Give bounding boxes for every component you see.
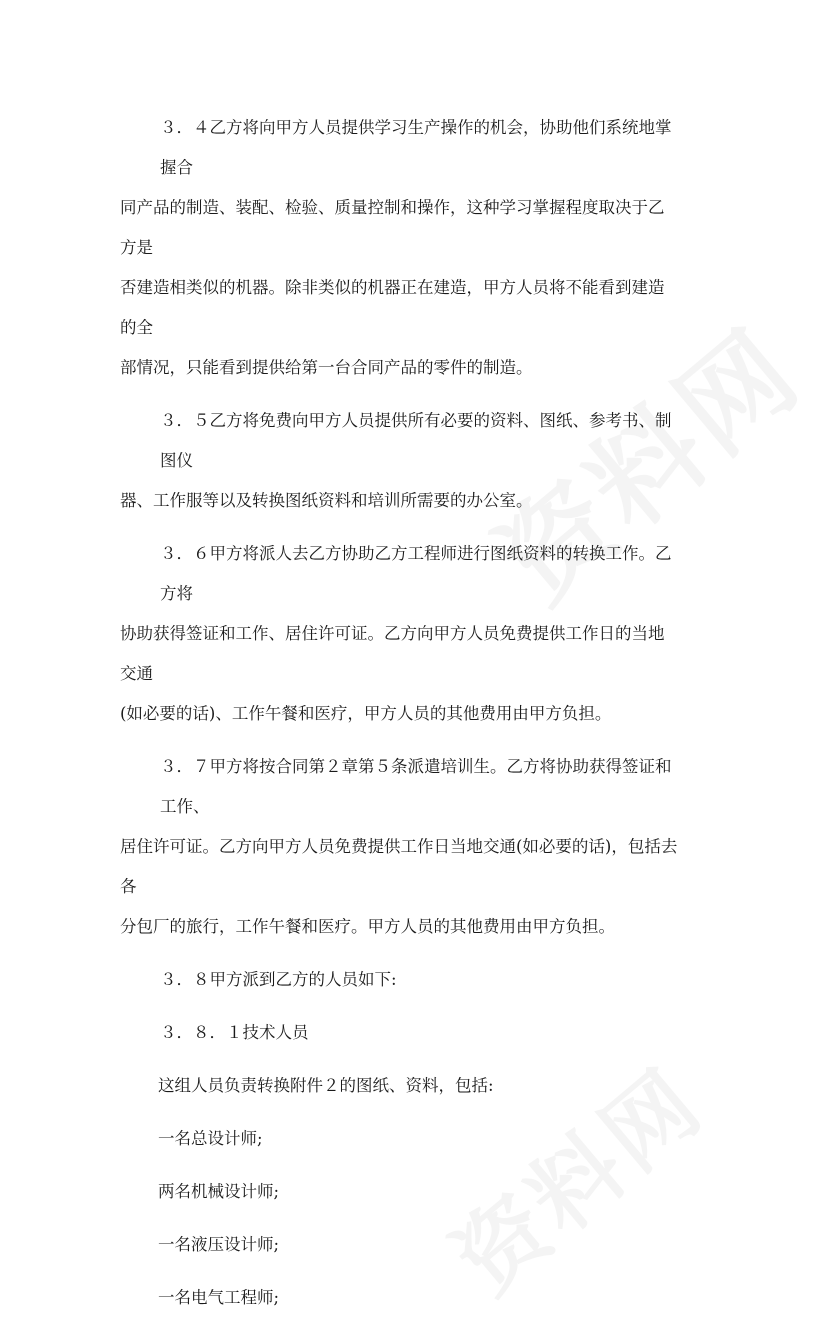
text-line: ３．６甲方将派人去乙方协助乙方工程师进行图纸资料的转换工作。乙方将 <box>160 544 672 603</box>
clause-3-5 <box>120 401 680 521</box>
text-line: 器、工作服等以及转换图纸资料和培训所需要的办公室。 <box>120 491 533 510</box>
text-line: ３．４乙方将向甲方人员提供学习生产操作的机会，协助他们系统地掌握合 <box>160 118 672 177</box>
text-line: 协助获得签证和工作、居住许可证。乙方向甲方人员免费提供工作日的当地交通 <box>120 624 665 683</box>
text-line: 否建造相类似的机器。除非类似的机器正在建造，甲方人员将不能看到建造的全 <box>120 278 665 337</box>
text-line: 一名总设计师; <box>158 1129 263 1148</box>
text-line: 同产品的制造、装配、检验、质量控制和操作，这种学习掌握程度取决于乙方是 <box>120 198 665 257</box>
technical-staff-description <box>160 1066 680 1106</box>
text-line: 一名电气工程师; <box>158 1288 280 1307</box>
text-line: 部情况，只能看到提供给第一台合同产品的零件的制造。 <box>120 358 533 377</box>
text-line: 一名液压设计师; <box>158 1235 280 1254</box>
staff-item <box>160 1119 680 1159</box>
text-line: 这组人员负责转换附件２的图纸、资料，包括: <box>158 1076 494 1095</box>
staff-item <box>160 1225 680 1265</box>
clause-3-7 <box>120 747 680 947</box>
staff-item <box>160 1278 680 1318</box>
document-body <box>120 108 680 1331</box>
text-line: ３．５乙方将免费向甲方人员提供所有必要的资料、图纸、参考书、制图仪 <box>160 411 672 470</box>
staff-item <box>160 1172 680 1212</box>
clause-3-8-1 <box>160 1013 680 1053</box>
text-line: ３．８．１技术人员 <box>160 1023 309 1042</box>
text-line: ３．８甲方派到乙方的人员如下: <box>160 970 397 989</box>
text-line: 分包厂的旅行，工作午餐和医疗。甲方人员的其他费用由甲方负担。 <box>120 917 615 936</box>
clause-3-6 <box>120 534 680 734</box>
text-line: (如必要的话)、工作午餐和医疗，甲方人员的其他费用由甲方负担。 <box>120 704 612 723</box>
clause-3-8 <box>160 960 680 1000</box>
text-line: 居住许可证。乙方向甲方人员免费提供工作日当地交通(如必要的话)，包括去各 <box>120 837 678 896</box>
text-line: ３．７甲方将按合同第２章第５条派遣培训生。乙方将协助获得签证和工作、 <box>160 757 672 816</box>
text-line: 两名机械设计师; <box>158 1182 280 1201</box>
clause-3-4 <box>120 108 680 388</box>
